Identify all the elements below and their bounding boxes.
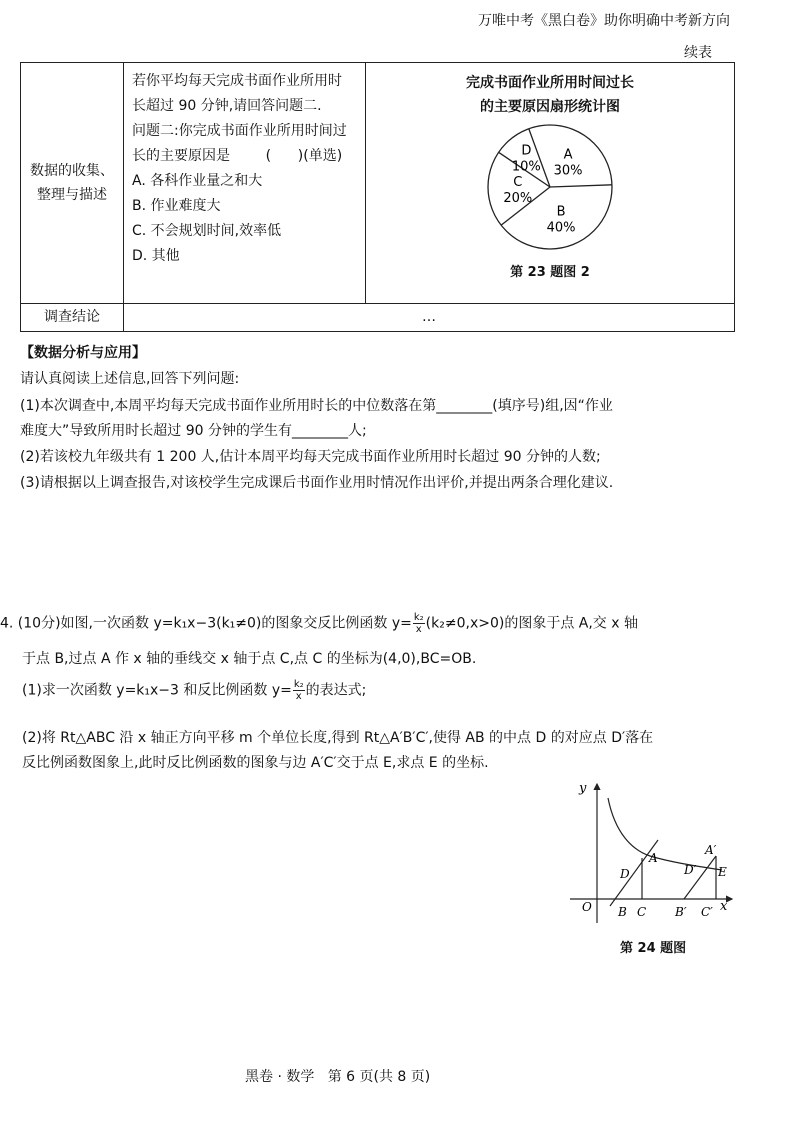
pie-divider (529, 129, 550, 187)
label-d-prime: D′ (684, 863, 697, 877)
conclusion-content: … (124, 303, 735, 331)
fraction-denominator: x (415, 624, 422, 635)
pie-caption: 第 23 题图 2 (510, 265, 590, 280)
hyperbola-curve (608, 798, 722, 870)
page-footer: 黑卷 · 数学 第 6 页(共 8 页) (245, 1069, 431, 1085)
problem-24-part-1 (22, 679, 366, 702)
question-2: (2)若该校九年级共有 1 200 人,估计本周平均每天完成书面作业所用时长超过 90 分钟的人数; (20, 449, 601, 465)
problem-24-text: (k₂≠0,x>0)的图象于点 A,交 x 轴 (425, 615, 638, 632)
running-header: 万唯中考《黑白卷》助你明确中考新方向 (478, 13, 730, 29)
section-heading: 【数据分析与应用】 (20, 345, 146, 361)
pie-slice-percent: 30% (553, 163, 583, 179)
question-1-line-2: 难度大”导致所用时长超过 90 分钟的学生有________人; (20, 423, 367, 439)
part-1-text: 的表达式; (305, 682, 367, 699)
row-label-collection (21, 63, 124, 304)
question-3: (3)请根据以上调查报告,对该校学生完成课后书面作业用时情况作出评价,并提出两条合理化建议. (20, 475, 614, 491)
label-d: D (620, 867, 630, 881)
pie-slice-label: D (521, 143, 532, 159)
label-x: x (720, 899, 728, 914)
option-d: D. 其他 (132, 248, 180, 264)
problem-24-line-2: 于点 B,过点 A 作 x 轴的垂线交 x 轴于点 C,点 C 的坐标为(4,0),BC=OB. (22, 651, 477, 667)
fraction-numerator: k₂ (293, 679, 304, 690)
label-a: A (649, 851, 658, 865)
pie-title-line-2: 的主要原因扇形统计图 (480, 99, 620, 115)
question-1-line-1: (1)本次调查中,本周平均每天完成书面作业所用时长的中位数落在第________(填序号)组,因“作业 (20, 398, 613, 414)
label-y: y (579, 781, 587, 796)
row-label-line-1: 数据的收集、 (30, 162, 114, 179)
intro-text: 请认真阅读上述信息,回答下列问题: (20, 371, 240, 387)
figure-24-caption: 第 24 题图 (620, 941, 687, 956)
continued-label: 续表 (684, 45, 712, 61)
option-b: B. 作业难度大 (132, 198, 221, 214)
label-b-prime: B′ (675, 905, 687, 919)
pie-slice-label: B (556, 204, 566, 220)
label-c: C (637, 905, 647, 919)
problem-24-figure (570, 778, 740, 928)
problem-24-part-2-line-1: (2)将 Rt△ABC 沿 x 轴正方向平移 m 个单位长度,得到 Rt△A′B′C′,使得 AB 的中点 D 的对应点 D′落在 (22, 730, 654, 746)
pie-slice-percent: 20% (503, 191, 533, 207)
option-c: C. 不会规划时间,效率低 (132, 223, 282, 239)
label-a-prime: A′ (705, 843, 717, 857)
survey-table (20, 62, 735, 332)
row-label-conclusion: 调查结论 (21, 303, 124, 331)
pie-slice-percent: 40% (546, 220, 576, 236)
pie-slice-percent: 10% (511, 159, 541, 175)
part-1-text: (1)求一次函数 y=k₁x−3 和反比例函数 y= (22, 682, 292, 699)
pie-divider (550, 185, 612, 187)
label-c-prime: C′ (701, 905, 713, 919)
fraction-k2-over-x (413, 612, 425, 635)
question-line: 长的主要原因是 ( )(单选) (132, 148, 343, 164)
pie-title-line-1: 完成书面作业所用时间过长 (466, 75, 634, 91)
pie-slice-label: A (563, 147, 573, 163)
pie-chart-cell (366, 63, 735, 304)
fraction-k2-over-x (293, 679, 305, 702)
line-ab (610, 840, 658, 906)
problem-24-part-2-line-2: 反比例函数图象上,此时反比例函数的图象与边 A′C′交于点 E,求点 E 的坐标. (22, 755, 489, 771)
question-line: 问题二:你完成书面作业所用时间过 (132, 123, 347, 139)
label-e: E (718, 865, 727, 879)
question-two-cell (124, 63, 366, 304)
problem-24-line-1 (0, 612, 638, 635)
question-line: 若你平均每天完成书面作业所用时 (132, 73, 342, 89)
problem-24-text: 4. (10分)如图,一次函数 y=k₁x−3(k₁≠0)的图象交反比例函数 y= (0, 615, 412, 632)
row-label-line-2: 整理与描述 (37, 186, 107, 203)
option-a: A. 各科作业量之和大 (132, 173, 263, 189)
label-b: B (618, 905, 627, 919)
label-o: O (582, 900, 592, 914)
pie-slice-label: C (513, 175, 523, 191)
fraction-numerator: k₂ (413, 612, 424, 623)
pie-chart (475, 119, 625, 255)
fraction-denominator: x (295, 691, 302, 702)
question-line: 长超过 90 分钟,请回答问题二. (132, 98, 322, 114)
